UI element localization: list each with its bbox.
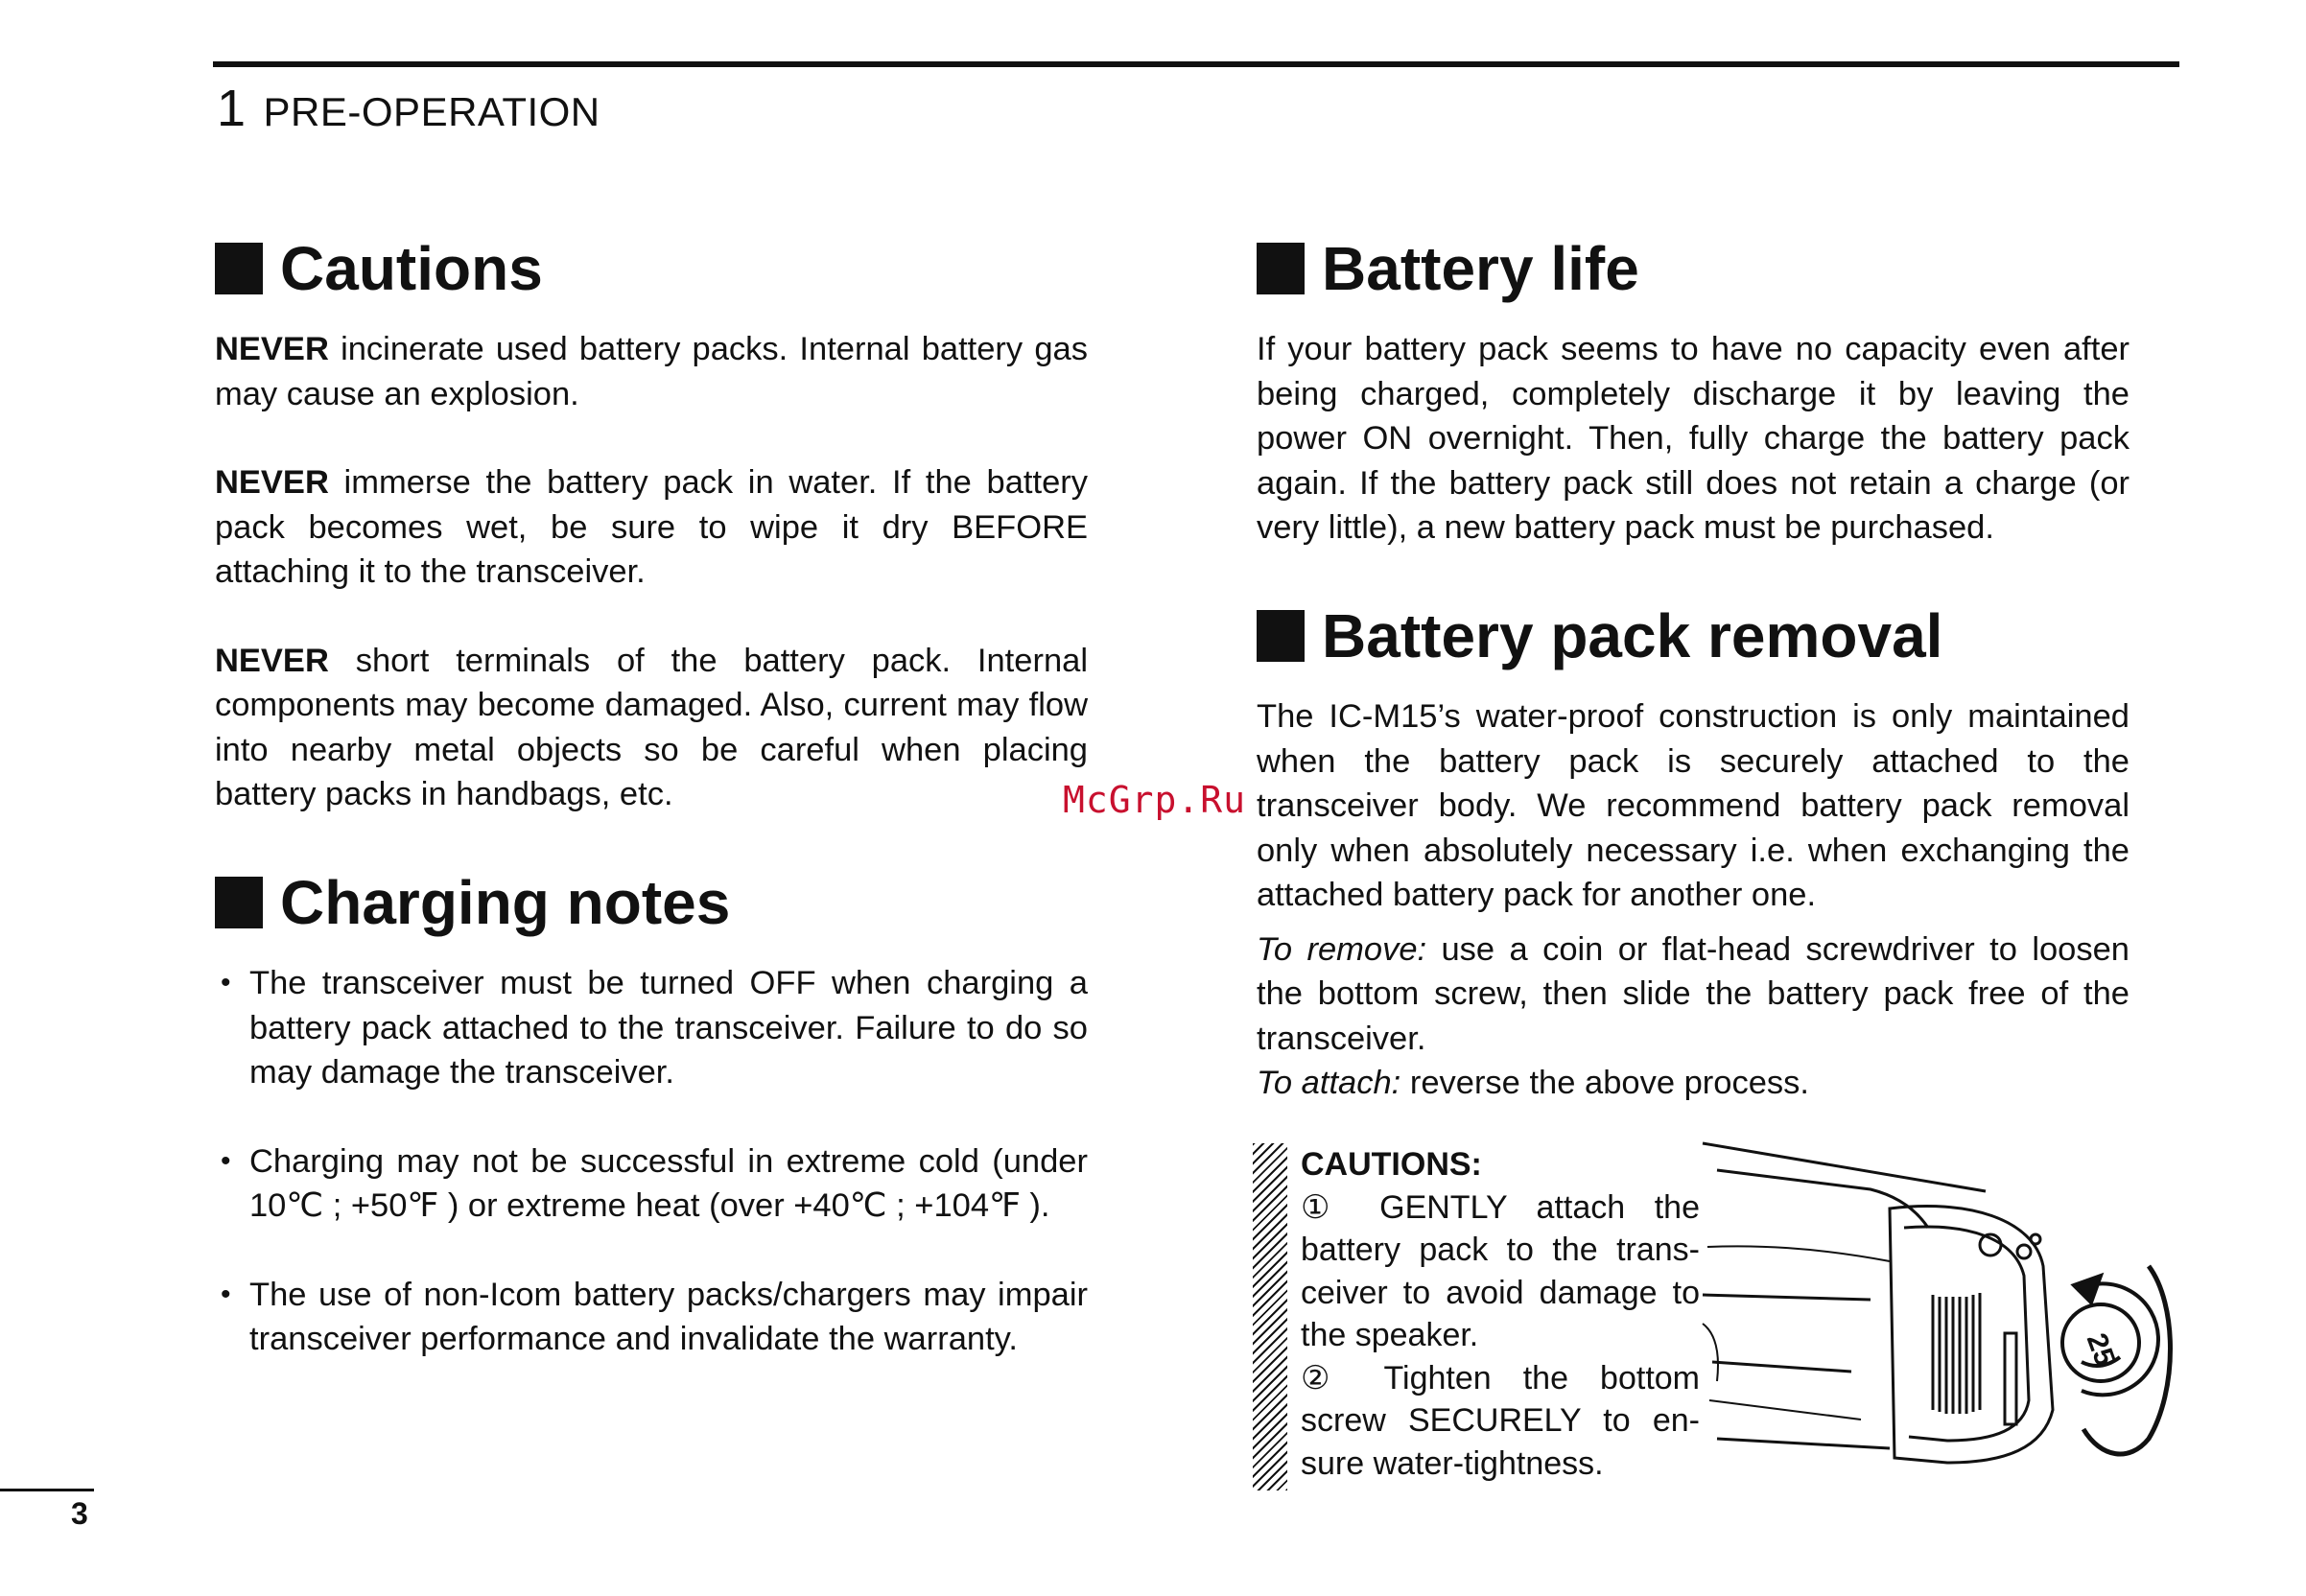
cautions-heading-text: Cautions [280, 234, 543, 303]
caution-box-title: CAUTIONS: [1301, 1146, 1482, 1183]
caution-box-item: ① GENTLY attach the battery pack to the trans-ceiver to avoid damage to the speaker. [1301, 1188, 1700, 1353]
chapter-number: 1 [217, 80, 247, 137]
battery-removal-illustration [1698, 1132, 2187, 1496]
caution-box-item: ② Tighten the bottom screw SECURELY to en-sure water-tightness. [1301, 1359, 1700, 1482]
attach-text: reverse the above process. [1400, 1065, 1809, 1102]
caution-text: short terminals of the battery pack. Internal components may become damaged. Also, current may flow into nearby metal objects so be careful when placing battery packs in handbags, etc. [215, 642, 1088, 813]
caution-paragraph [215, 639, 1088, 817]
caution-text: immerse the battery pack in water. If the battery pack becomes wet, be sure to wipe it dry BEFORE attaching it to the transceiver. [215, 464, 1088, 591]
battery-life-heading [1257, 235, 2130, 302]
section-square-icon [215, 243, 263, 294]
top-rule [213, 61, 2179, 67]
charging-notes-heading-text: Charging notes [280, 867, 731, 937]
caution-text: incinerate used battery packs. Internal battery gas may cause an explosion. [215, 331, 1088, 412]
caution-lead: NEVER [215, 464, 329, 502]
right-column [1257, 235, 2130, 1106]
caution-paragraph [215, 327, 1088, 416]
page-number: 3 [71, 1496, 88, 1531]
left-column [215, 235, 1088, 1362]
page-number-rule [0, 1489, 94, 1491]
watermark: McGrp.Ru [1063, 779, 1247, 821]
battery-removal-heading-text: Battery pack removal [1322, 600, 1943, 670]
charging-notes-list [215, 961, 1088, 1362]
list-item: • The transceiver must be turned OFF when charging a battery pack attached to the transceiver. Failure to do so may damage the transceiver. [215, 961, 1088, 1095]
remove-text: use a coin or flat-head screwdriver to loosen the bottom screw, then slide the battery pack free of the transceiver. [1257, 930, 2130, 1057]
chapter-title: PRE-OPERATION [263, 89, 600, 134]
caution-hatch-bar [1253, 1143, 1287, 1490]
battery-removal-heading [1257, 602, 2130, 669]
list-item: • Charging may not be successful in extreme cold (under 10℃ ; +50℉ ) or extreme heat (over +40℃ ; +104℉ ). [215, 1139, 1088, 1229]
cautions-heading [215, 235, 1088, 302]
chapter-header [217, 79, 600, 138]
caution-paragraph [215, 460, 1088, 595]
list-item: • The use of non-Icom battery packs/chargers may impair transceiver performance and invalidate the warranty. [215, 1273, 1088, 1362]
caution-box-text [1301, 1143, 1700, 1485]
remove-instruction [1257, 927, 2130, 1062]
caution-lead: NEVER [215, 331, 329, 368]
coin-label: 25 [2080, 1328, 2122, 1371]
battery-removal-intro: The IC-M15’s water-proof construction is only maintained when the battery pack is securely attached to the transceiver body. We recommend battery pack removal only when absolutely necessary i.e. when exchanging the attached battery pack for another one. [1257, 698, 2130, 914]
caution-lead: NEVER [215, 642, 329, 679]
battery-life-heading-text: Battery life [1322, 234, 1639, 303]
charging-notes-heading [215, 869, 1088, 936]
remove-label: To remove: [1257, 930, 1427, 968]
battery-life-text: If your battery pack seems to have no capacity even after being charged, completely discharge it by leaving the power ON overnight. Then, fully charge the battery pack again. If the battery pack still does not retain a charge (or very little), a new battery pack must be purchased. [1257, 331, 2130, 547]
attach-label: To attach: [1257, 1065, 1401, 1102]
section-square-icon [1257, 610, 1305, 662]
section-square-icon [1257, 243, 1305, 294]
caution-box [1253, 1143, 1700, 1490]
attach-instruction [1257, 1061, 2130, 1106]
section-square-icon [215, 877, 263, 928]
